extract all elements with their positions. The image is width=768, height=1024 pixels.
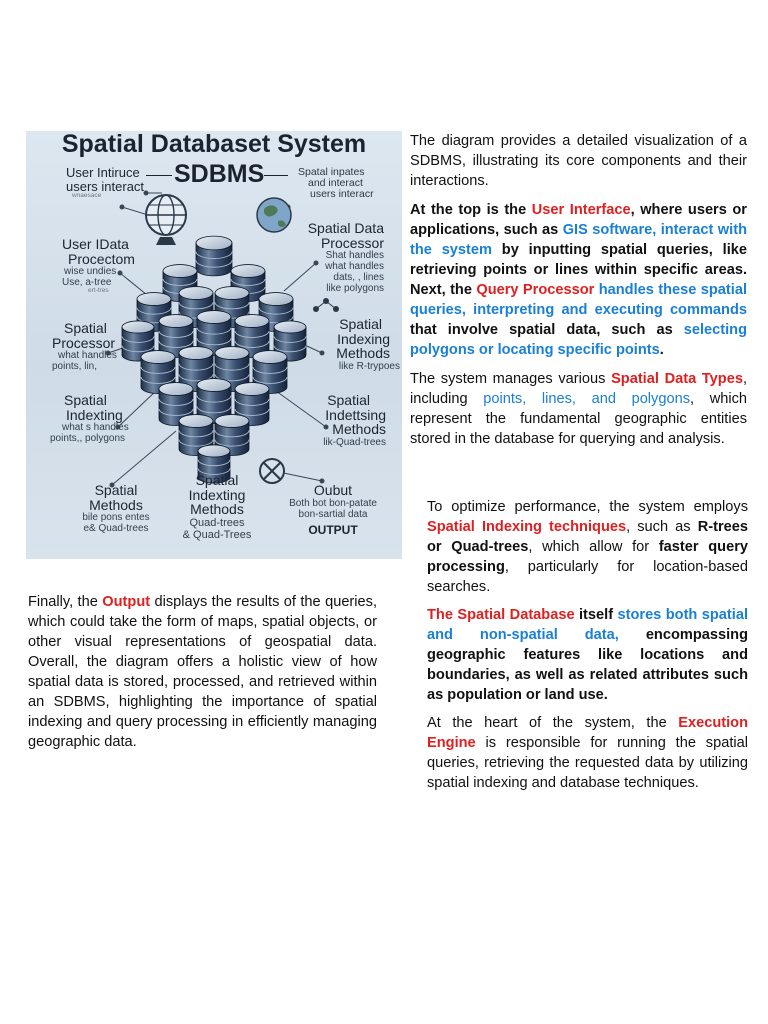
paragraph-intro: The diagram provides a detailed visualization of a SDBMS, illustrating its core components and their interactions. (410, 133, 747, 189)
connector-line (276, 391, 326, 427)
label-spatial-indexing-methods-r-trees: Spatial Indexing Methods like R-trypoes (336, 316, 400, 373)
world-map-icon (257, 198, 291, 232)
label-spatial-data-processor: Spatial Data Processor Shat handles what handles dats, , lines like polygons (307, 220, 384, 295)
label-spatial-indexing-methods-bottom: Spatial Indexting Methods Quad-trees & Quad-Trees (182, 472, 252, 542)
title-dash-left (146, 175, 172, 176)
right-column-bottom (427, 497, 748, 793)
connector-line (122, 207, 148, 215)
connector-dot (120, 205, 124, 209)
title-dash-right (264, 175, 288, 176)
database-cylinder-cluster (122, 236, 306, 483)
connector-dot (144, 191, 148, 195)
label-user-interface: User Intiruce users interact wnaesace (66, 165, 145, 200)
connector-dot (320, 351, 324, 355)
database-cylinder-icon (196, 236, 232, 276)
label-user-data-processor: User IData Procectom wise undies Use, a-tree ert-tres (62, 236, 135, 295)
right-column-top (410, 131, 747, 449)
paragraph-spatial-indexing: To optimize performance, the system employs Spatial Indexing techniques, such as R-trees or Quad-trees, which allow for faster query processing, particularly for location-based searches. (427, 499, 749, 595)
label-output: Oubut Both bot bon-patate bon-sartial data OUTPUT (289, 482, 377, 537)
paragraph-spatial-database: The Spatial Database itself stores both spatial and non-spatial data, encompassing geographic features like locations and boundaries, as well as related attributes such as population or land use. (427, 607, 749, 703)
paragraph-spatial-data-types: The system manages various Spatial Data Types, including points, lines, and polygons, which represent the fundamental geographic entities stored in the database for querying and analysis. (410, 371, 748, 447)
sdbms-illustration (26, 131, 402, 559)
globe-icon (146, 195, 186, 245)
label-spatial-processor: Spatial Processor what handles points, lin, (52, 320, 117, 373)
network-nodes-icon (313, 298, 339, 312)
crosshair-icon (260, 459, 284, 483)
paragraph-user-interface: At the top is the User Interface, where users or applications, such as GIS software, interact with the system by inputting spatial queries, like retrieving points or lines within specific areas. Next, the Query Processor handles these spatial queries, interpreting and executing commands that involve spatial data, such as selecting polygons or locating specific points. (410, 202, 748, 358)
figure-title-line-1: Spatial Databaset System (61, 131, 367, 158)
label-spatial-indexting: Spatial Indexting what s handles points,, polygons (50, 392, 129, 445)
left-column (28, 592, 377, 752)
figure-title-line-2: SDBMS (174, 160, 265, 188)
label-spatial-methods: Spatial Methods bile pons entes e& Quad-trees (82, 482, 150, 535)
paragraph-execution-engine: At the heart of the system, the Execution Engine is responsible for running the spatial queries, retrieving the requested data by utilizing spatial indexing and database techniques. (427, 715, 748, 791)
label-spatial-inputs: Spatal inpates and interact users interacr (298, 166, 374, 201)
label-spatial-indexing-methods-quad-trees: Spatial Indettsing Methods lik-Quad-trees (323, 392, 386, 449)
paragraph-output: Finally, the Output displays the results of the queries, which could take the form of maps, spatial objects, or other visual representations of geospatial data. Overall, the diagram offers a holistic view of how spatial data is stored, processed, and retrieved within an SDBMS, highlighting the importance of spatial indexing and query processing in efficiently managing geographic data. (28, 594, 378, 750)
